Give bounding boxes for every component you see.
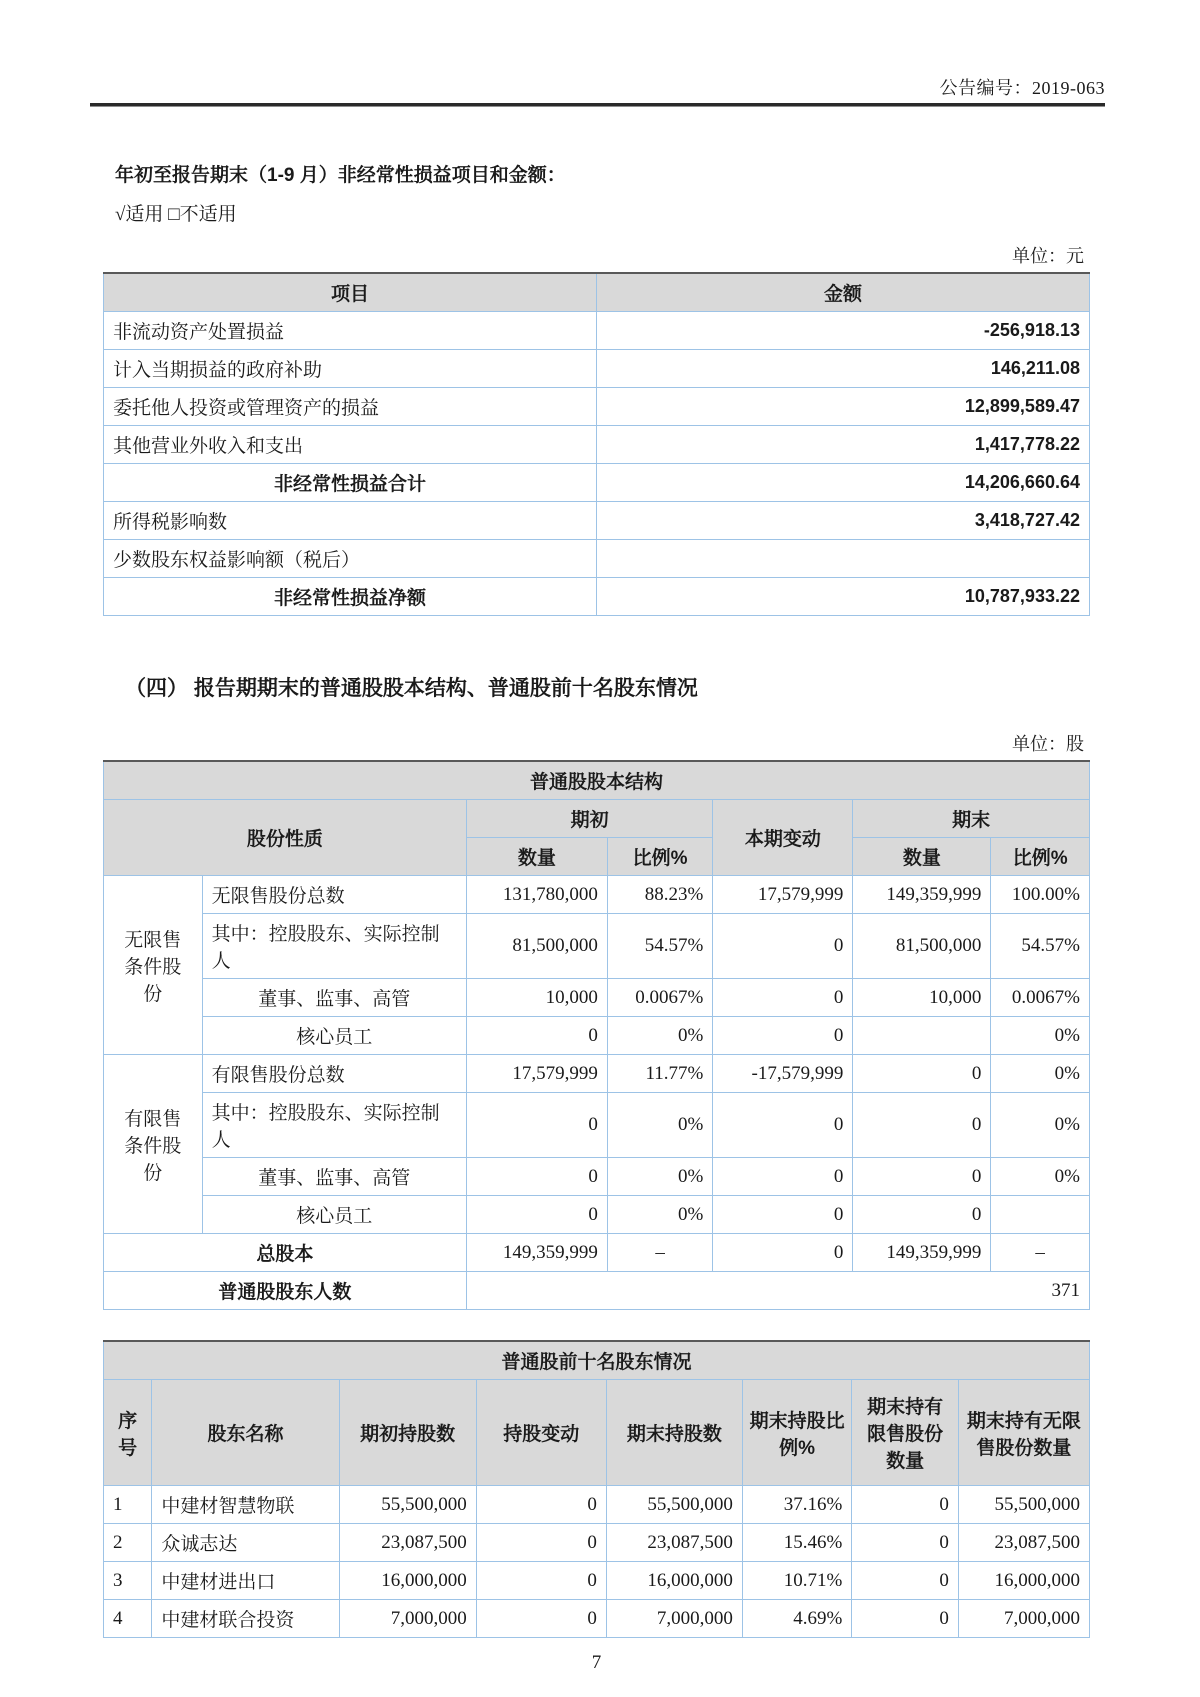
table-header-row bbox=[104, 1380, 1090, 1486]
end-qty-cell: 0 bbox=[853, 1196, 991, 1234]
group-restricted-cell: 有限售条件股份 bbox=[104, 1055, 203, 1234]
begin-qty-cell: 81,500,000 bbox=[466, 914, 607, 979]
change-cell: 0 bbox=[713, 1234, 853, 1272]
amount-cell: 10,787,933.22 bbox=[597, 578, 1090, 616]
begin-ratio-cell: 0% bbox=[607, 1017, 713, 1055]
page-content bbox=[103, 150, 1090, 1674]
ratio-cell: 10.71% bbox=[742, 1562, 851, 1600]
ratio-cell: 4.69% bbox=[742, 1600, 851, 1638]
unrestricted-cell: 55,500,000 bbox=[958, 1486, 1089, 1524]
change-cell: 0 bbox=[476, 1524, 606, 1562]
label-cell: 核心员工 bbox=[202, 1017, 466, 1055]
restricted-cell: 0 bbox=[852, 1486, 958, 1524]
page-number: 7 bbox=[591, 1652, 602, 1673]
amount-cell bbox=[597, 540, 1090, 578]
table-row bbox=[104, 540, 1090, 578]
end-ratio-cell: 0% bbox=[991, 1093, 1090, 1158]
unrestricted-cell: 16,000,000 bbox=[958, 1562, 1089, 1600]
change-cell: -17,579,999 bbox=[713, 1055, 853, 1093]
no-cell: 3 bbox=[104, 1562, 152, 1600]
begin-cell: 55,500,000 bbox=[339, 1486, 476, 1524]
subtotal-row bbox=[104, 464, 1090, 502]
beginning-header-cell: 期初 bbox=[466, 800, 712, 838]
end-cell: 55,500,000 bbox=[606, 1486, 742, 1524]
total-capital-label-cell: 总股本 bbox=[104, 1234, 467, 1272]
begin-ratio-cell: – bbox=[607, 1234, 713, 1272]
end-qty-cell: 10,000 bbox=[853, 979, 991, 1017]
table-header-row bbox=[104, 273, 1090, 312]
end-qty-cell: 149,359,999 bbox=[853, 1234, 991, 1272]
begin-qty-cell: 0 bbox=[466, 1196, 607, 1234]
change-cell: 0 bbox=[713, 1093, 853, 1158]
label-cell: 无限售股份总数 bbox=[202, 876, 466, 914]
change-cell: 0 bbox=[713, 1158, 853, 1196]
end-ratio-cell: 0% bbox=[991, 1017, 1090, 1055]
begin-ratio-cell: 0% bbox=[607, 1158, 713, 1196]
unrestricted-header-cell: 期末持有无限售股份数量 bbox=[958, 1380, 1089, 1486]
table-row bbox=[104, 1055, 1090, 1093]
item-cell: 计入当期损益的政府补助 bbox=[104, 350, 597, 388]
begin-cell: 7,000,000 bbox=[339, 1600, 476, 1638]
begin-qty-cell: 0 bbox=[466, 1017, 607, 1055]
restricted-cell: 0 bbox=[852, 1600, 958, 1638]
shareholder-row bbox=[104, 1486, 1090, 1524]
item-cell: 其他营业外收入和支出 bbox=[104, 426, 597, 464]
table-title-row bbox=[104, 761, 1090, 800]
label-cell: 核心员工 bbox=[202, 1196, 466, 1234]
begin-qty-cell: 131,780,000 bbox=[466, 876, 607, 914]
ratio-header-cell: 比例% bbox=[607, 838, 713, 876]
end-cell: 23,087,500 bbox=[606, 1524, 742, 1562]
end-qty-cell bbox=[853, 1017, 991, 1055]
begin-qty-cell: 17,579,999 bbox=[466, 1055, 607, 1093]
holders-count-row bbox=[104, 1272, 1090, 1310]
begin-qty-cell: 0 bbox=[466, 1093, 607, 1158]
shareholder-row bbox=[104, 1524, 1090, 1562]
shareholder-row bbox=[104, 1600, 1090, 1638]
label-cell: 有限售股份总数 bbox=[202, 1055, 466, 1093]
table-title-row bbox=[104, 1341, 1090, 1380]
no-cell: 1 bbox=[104, 1486, 152, 1524]
name-cell: 中建材联合投资 bbox=[152, 1600, 339, 1638]
quantity-header-cell: 数量 bbox=[466, 838, 607, 876]
change-cell: 0 bbox=[713, 1196, 853, 1234]
begin-qty-cell: 10,000 bbox=[466, 979, 607, 1017]
ratio-cell: 37.16% bbox=[742, 1486, 851, 1524]
ratio-cell: 15.46% bbox=[742, 1524, 851, 1562]
amount-cell: 3,418,727.42 bbox=[597, 502, 1090, 540]
label-cell: 董事、监事、高管 bbox=[202, 1158, 466, 1196]
no-cell: 4 bbox=[104, 1600, 152, 1638]
begin-cell: 23,087,500 bbox=[339, 1524, 476, 1562]
end-qty-cell: 0 bbox=[853, 1055, 991, 1093]
end-ratio-cell: 0.0067% bbox=[991, 979, 1090, 1017]
net-total-row bbox=[104, 578, 1090, 616]
announcement-number: 公告编号：2019-063 bbox=[939, 78, 1105, 98]
change-cell: 0 bbox=[713, 914, 853, 979]
table-title-cell: 普通股前十名股东情况 bbox=[104, 1341, 1090, 1380]
amount-cell: -256,918.13 bbox=[597, 312, 1090, 350]
total-capital-row bbox=[104, 1234, 1090, 1272]
table-row bbox=[104, 312, 1090, 350]
header-rule bbox=[90, 103, 1105, 107]
table-row bbox=[104, 426, 1090, 464]
label-cell: 董事、监事、高管 bbox=[202, 979, 466, 1017]
amount-cell: 146,211.08 bbox=[597, 350, 1090, 388]
table-row bbox=[104, 388, 1090, 426]
unit-label-shares: 单位：股 bbox=[1012, 734, 1084, 754]
begin-ratio-cell: 54.57% bbox=[607, 914, 713, 979]
ratio-header-cell: 比例% bbox=[991, 838, 1090, 876]
begin-ratio-cell: 0.0067% bbox=[607, 979, 713, 1017]
item-header-cell: 项目 bbox=[104, 273, 597, 312]
restricted-cell: 0 bbox=[852, 1524, 958, 1562]
amount-cell: 1,417,778.22 bbox=[597, 426, 1090, 464]
table-row bbox=[104, 350, 1090, 388]
begin-ratio-cell: 88.23% bbox=[607, 876, 713, 914]
item-cell: 非流动资产处置损益 bbox=[104, 312, 597, 350]
quantity-header-cell: 数量 bbox=[853, 838, 991, 876]
amount-cell: 12,899,589.47 bbox=[597, 388, 1090, 426]
table-row bbox=[104, 1196, 1090, 1234]
table-row bbox=[104, 1017, 1090, 1055]
amount-cell: 14,206,660.64 bbox=[597, 464, 1090, 502]
end-qty-cell: 0 bbox=[853, 1093, 991, 1158]
restricted-header-cell: 期末持有限售股份数量 bbox=[852, 1380, 958, 1486]
item-cell: 非经常性损益净额 bbox=[104, 578, 597, 616]
begin-ratio-cell: 0% bbox=[607, 1196, 713, 1234]
table-row bbox=[104, 502, 1090, 540]
change-cell: 0 bbox=[713, 979, 853, 1017]
item-cell: 所得税影响数 bbox=[104, 502, 597, 540]
table-row bbox=[104, 1158, 1090, 1196]
table-row bbox=[104, 914, 1090, 979]
item-cell: 委托他人投资或管理资产的损益 bbox=[104, 388, 597, 426]
nonrecurring-section-title: 年初至报告期末（1-9 月）非经常性损益项目和金额： bbox=[115, 165, 566, 186]
table-row bbox=[104, 1093, 1090, 1158]
change-cell: 0 bbox=[476, 1562, 606, 1600]
name-header-cell: 股东名称 bbox=[152, 1380, 339, 1486]
item-cell: 少数股东权益影响额（税后） bbox=[104, 540, 597, 578]
end-ratio-cell: – bbox=[991, 1234, 1090, 1272]
begin-cell: 16,000,000 bbox=[339, 1562, 476, 1600]
begin-qty-cell: 0 bbox=[466, 1158, 607, 1196]
share-nature-header-cell: 股份性质 bbox=[104, 800, 467, 876]
end-qty-cell: 81,500,000 bbox=[853, 914, 991, 979]
ratio-header-cell: 期末持股比例% bbox=[742, 1380, 851, 1486]
shareholder-row bbox=[104, 1562, 1090, 1600]
group-unrestricted-cell: 无限售条件股份 bbox=[104, 876, 203, 1055]
table-header-row bbox=[104, 800, 1090, 838]
holders-count-label-cell: 普通股股东人数 bbox=[104, 1272, 467, 1310]
nonrecurring-items-table bbox=[103, 272, 1090, 616]
change-header-cell: 持股变动 bbox=[476, 1380, 606, 1486]
unrestricted-cell: 7,000,000 bbox=[958, 1600, 1089, 1638]
table-title-cell: 普通股股本结构 bbox=[104, 761, 1090, 800]
end-header-cell: 期末持股数 bbox=[606, 1380, 742, 1486]
end-ratio-cell bbox=[991, 1196, 1090, 1234]
end-qty-cell: 149,359,999 bbox=[853, 876, 991, 914]
capital-structure-table bbox=[103, 760, 1090, 1310]
ending-header-cell: 期末 bbox=[853, 800, 1090, 838]
change-cell: 17,579,999 bbox=[713, 876, 853, 914]
unit-label-yuan: 单位：元 bbox=[1012, 246, 1084, 266]
end-cell: 16,000,000 bbox=[606, 1562, 742, 1600]
end-ratio-cell: 54.57% bbox=[991, 914, 1090, 979]
table-row bbox=[104, 979, 1090, 1017]
change-cell: 0 bbox=[476, 1486, 606, 1524]
begin-qty-cell: 149,359,999 bbox=[466, 1234, 607, 1272]
name-cell: 中建材进出口 bbox=[152, 1562, 339, 1600]
begin-ratio-cell: 0% bbox=[607, 1093, 713, 1158]
no-cell: 2 bbox=[104, 1524, 152, 1562]
holders-count-value-cell: 371 bbox=[466, 1272, 1089, 1310]
begin-ratio-cell: 11.77% bbox=[607, 1055, 713, 1093]
end-cell: 7,000,000 bbox=[606, 1600, 742, 1638]
change-header-cell: 本期变动 bbox=[713, 800, 853, 876]
item-cell: 非经常性损益合计 bbox=[104, 464, 597, 502]
label-cell: 其中：控股股东、实际控制人 bbox=[202, 914, 466, 979]
label-cell: 其中：控股股东、实际控制人 bbox=[202, 1093, 466, 1158]
no-header-cell: 序号 bbox=[104, 1380, 152, 1486]
end-ratio-cell: 100.00% bbox=[991, 876, 1090, 914]
restricted-cell: 0 bbox=[852, 1562, 958, 1600]
top-shareholders-table bbox=[103, 1340, 1090, 1638]
unrestricted-cell: 23,087,500 bbox=[958, 1524, 1089, 1562]
change-cell: 0 bbox=[713, 1017, 853, 1055]
begin-header-cell: 期初持股数 bbox=[339, 1380, 476, 1486]
equity-section-title: （四） 报告期期末的普通股股本结构、普通股前十名股东情况 bbox=[125, 677, 698, 700]
end-qty-cell: 0 bbox=[853, 1158, 991, 1196]
end-ratio-cell: 0% bbox=[991, 1055, 1090, 1093]
amount-header-cell: 金额 bbox=[597, 273, 1090, 312]
applicability-note: √适用 □不适用 bbox=[115, 204, 237, 225]
end-ratio-cell: 0% bbox=[991, 1158, 1090, 1196]
name-cell: 众诚志达 bbox=[152, 1524, 339, 1562]
table-row bbox=[104, 876, 1090, 914]
change-cell: 0 bbox=[476, 1600, 606, 1638]
name-cell: 中建材智慧物联 bbox=[152, 1486, 339, 1524]
